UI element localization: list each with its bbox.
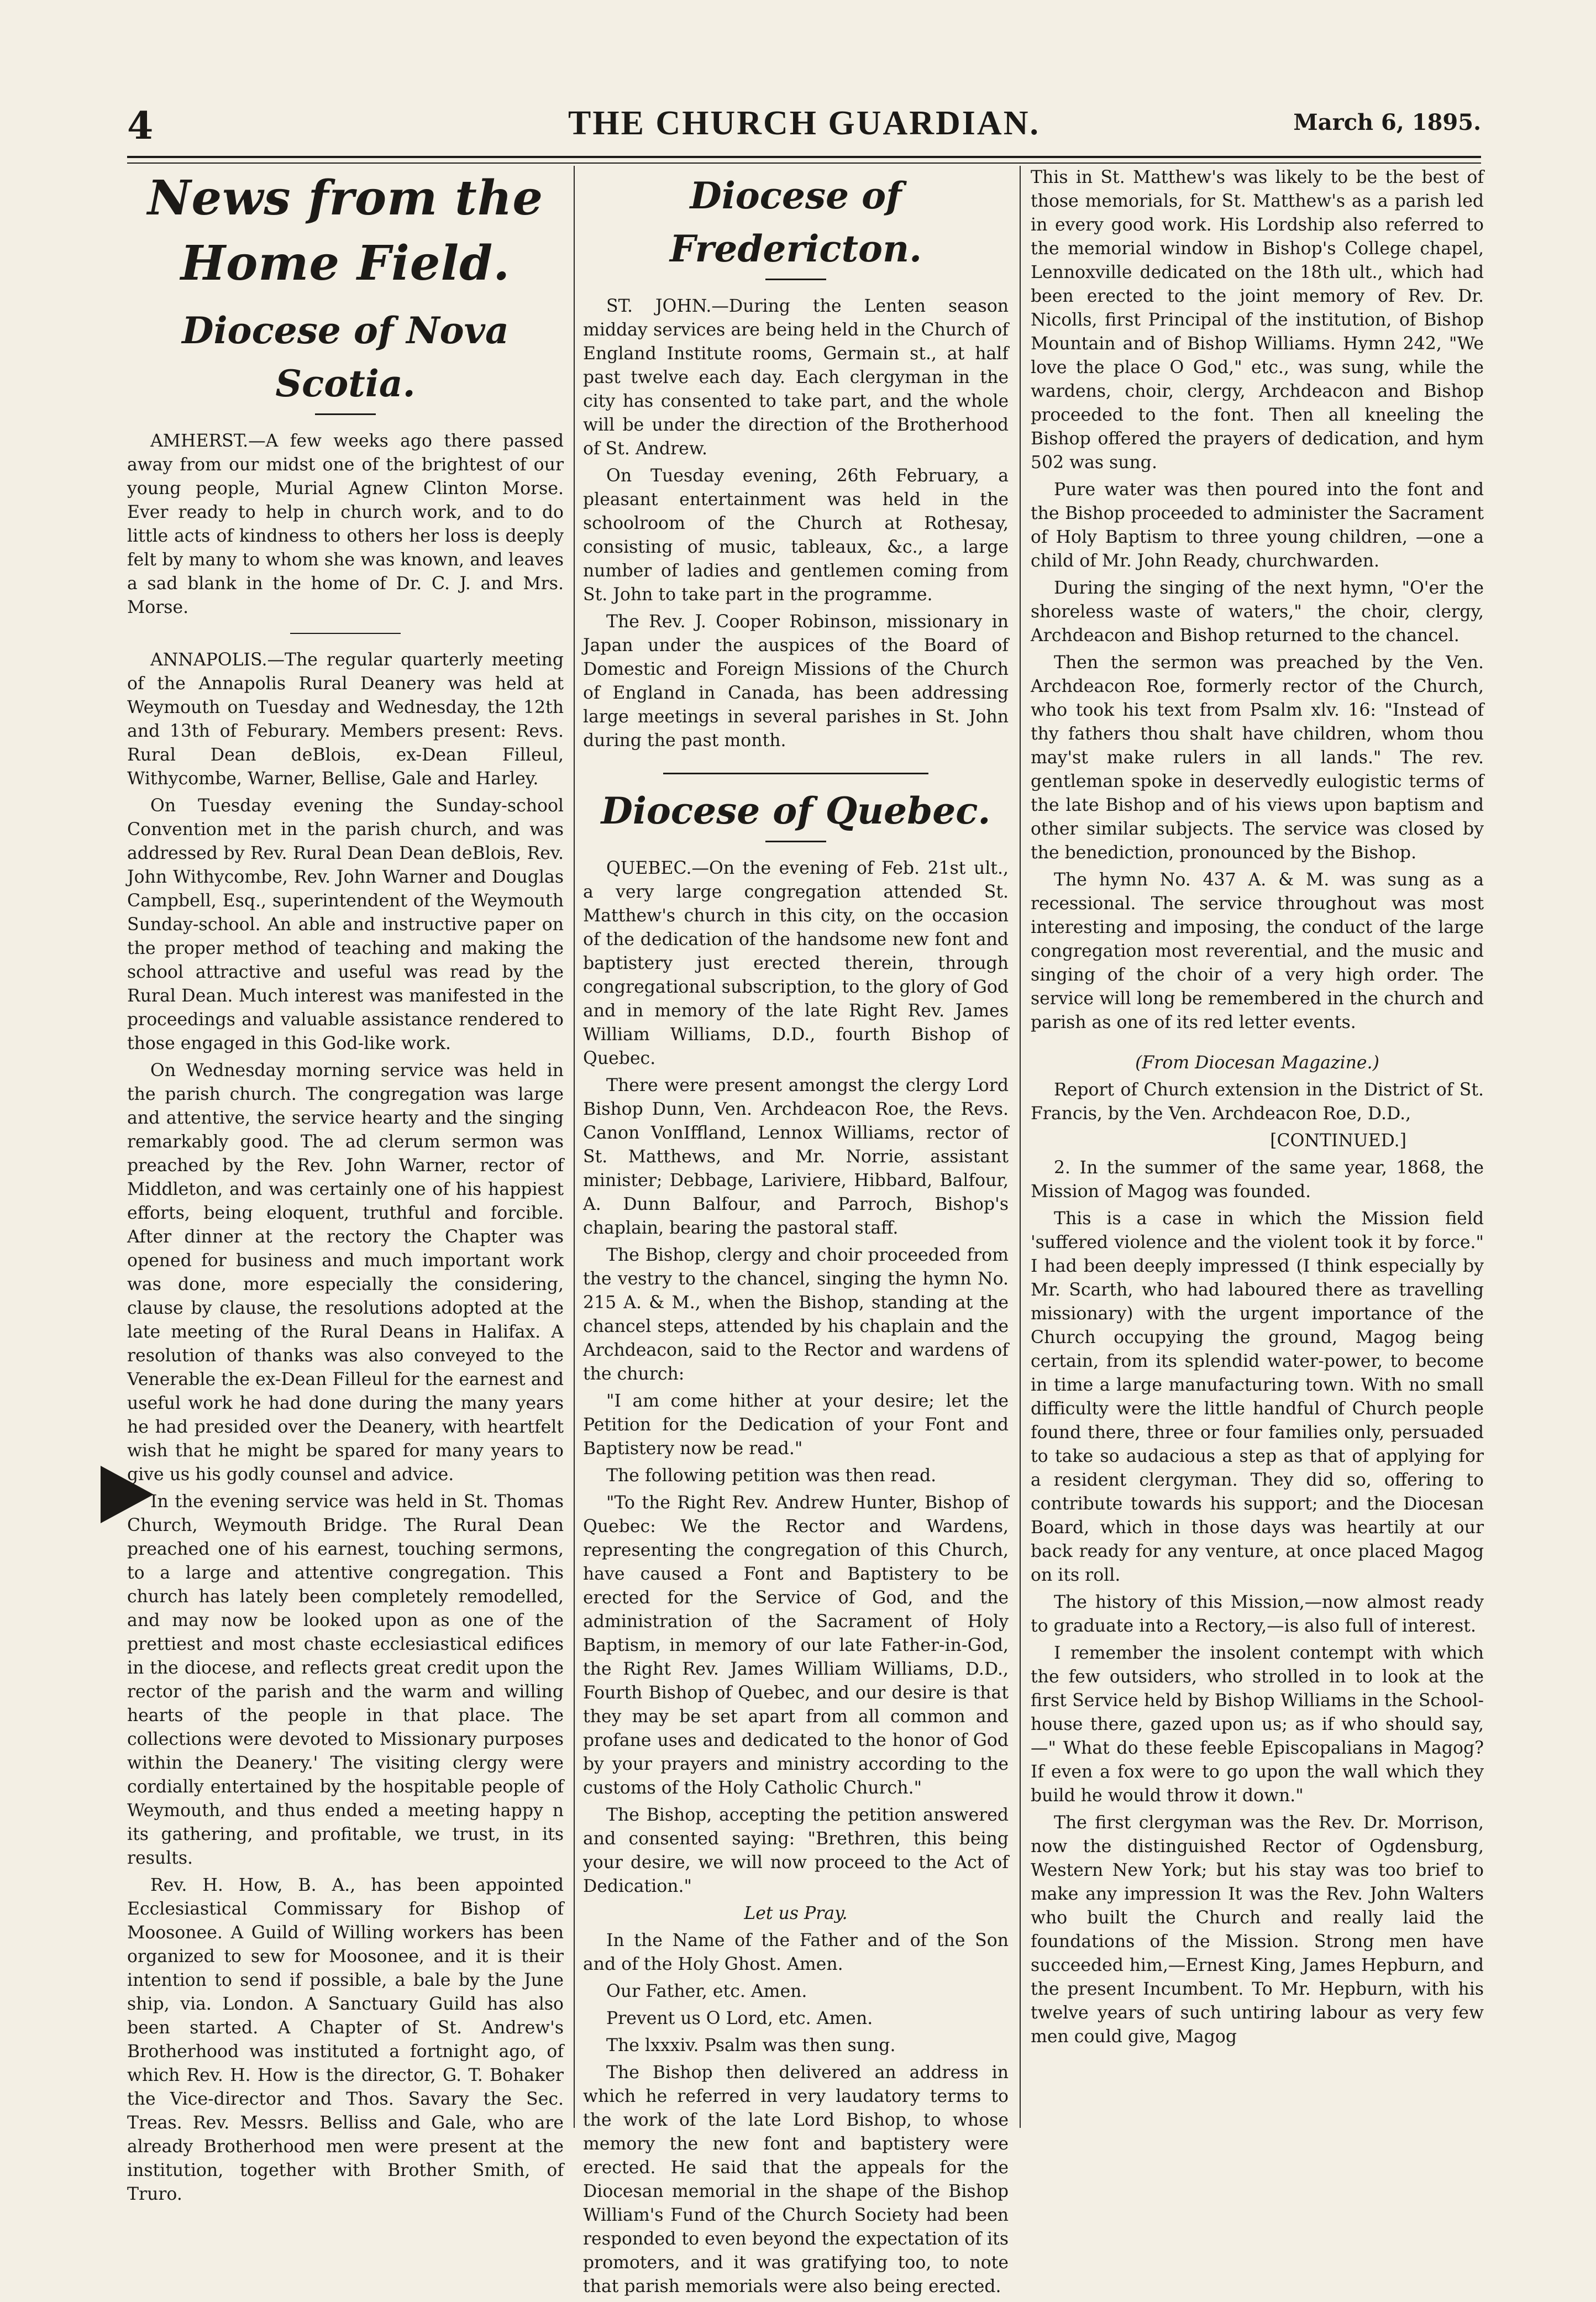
article-paragraph: 2. In the summer of the same year, 1868, the Mission of Magog was founded. xyxy=(1031,1158,1484,1202)
article-paragraph: In the Name of the Father and of the Son and of the Holy Ghost. Amen. xyxy=(583,1931,1009,1974)
column-divider xyxy=(574,166,575,2128)
column-divider xyxy=(1020,166,1021,2128)
section-heading: Diocese of Nova Scotia. xyxy=(182,309,509,405)
article-paragraph: The Bishop, clergy and choir proceeded from the vestry to the chancel, singing the hymn No. 215 A. & M., when the Bishop, standing at the chancel steps, attended by his chaplain and the Archdeacon, said to the Rector and wardens of the church: xyxy=(583,1245,1009,1384)
article-paragraph: On Wednesday morning service was held in the parish church. The congregation was large and attentive, the service hearty and the singing remarkably good. The ad clerum sermon was preached by the Rev. John Warner, rector of Middleton, and was certainly one of his happiest efforts, being eloquent, truthful and forcible. After dinner at the rectory the Chapter was opened for business and much important work was done, more especially the considering, clause by clause, the resolutions adopted at the late meeting of the Rural Deans in Halifax. A resolution of thanks was also conveyed to the Venerable the ex-Dean Filleul for the earnest and useful work he had done during the many years he had presided over the Deanery, with heartfelt wish that he might be spared for many years to give us his godly counsel and advice. xyxy=(127,1061,564,1485)
divider xyxy=(663,773,928,774)
article-paragraph: The Bishop, accepting the petition answered and consented saying: "Brethren, this being your desire, we will now proceed to the Act of Dedication." xyxy=(583,1805,1009,1896)
continued-note: [CONTINUED.] xyxy=(1270,1131,1406,1151)
column-3 xyxy=(1031,166,1484,2052)
article-paragraph: The hymn No. 437 A. & M. was sung as a recessional. The service throughout was most interesting and imposing, the conduct of the large congregation most reverential, and the music and singing of the choir of a very high order. The service will long be remembered in the church and parish as one of its red letter events. xyxy=(1031,870,1484,1032)
article-paragraph: "To the Right Rev. Andrew Hunter, Bishop of Quebec: We the Rector and Wardens, representing the congregation of this Church, have caused a Font and Baptistery to be erected for the Service of God, and the administration of the Sacrament of Holy Baptism, in memory of our late Father-in-God, the Right Rev. James William Williams, D.D., Fourth Bishop of Quebec, and our desire is that they may be set apart from all common and profane uses and dedicated to the honor of God by your prayers and ministry according to the customs of the Holy Catholic Church." xyxy=(583,1493,1009,1798)
article-paragraph: The first clergyman was the Rev. Dr. Morrison, now the distinguished Rector of Ogdensburg, Western New York; but his stay was too brief to make any impression It was the Rev. John Walters who built the Church and really laid the foundations of the Mission. Strong men have succeeded him,—Ernest King, James Hepburn, and the present Incumbent. To Mr. Hepburn, with his twelve years of such untiring labour as very few men could give, Magog xyxy=(1031,1813,1484,2047)
section-heading: Diocese of Fredericton. xyxy=(669,174,922,270)
article-paragraph: "I am come hither at your desire; let the Petition for the Dedication of your Font and Baptistery now be read." xyxy=(583,1391,1009,1459)
divider xyxy=(765,279,826,280)
article-paragraph: AMHERST.—A few weeks ago there passed away from our midst one of the brightest of our young people, Murial Agnew Clinton Morse. Ever ready to help in church work, and to do little acts of kindness to others her loss is deeply felt by many to whom she was known, and leaves a sad blank in the home of Dr. C. J. and Mrs. Morse. xyxy=(127,431,564,617)
masthead-title: THE CHURCH GUARDIAN. xyxy=(568,104,1040,142)
article-paragraph: On Tuesday evening, 26th February, a pleasant entertainment was held in the schoolroom of the Church at Rothesay, consisting of music, tableaux, &c., a large number of ladies and gentlemen coming from St. John to take part in the programme. xyxy=(583,466,1009,605)
article-paragraph: ANNAPOLIS.—The regular quarterly meeting of the Annapolis Rural Deanery was held at Weymouth on Tuesday and Wednesday, the 12th and 13th of Feburary. Members present: Revs. Rural Dean deBlois, ex-Dean Filleul, Withycombe, Warner, Bellise, Gale and Harley. xyxy=(127,650,564,789)
article-paragraph: This is a case in which the Mission field 'suffered violence and the violent took it by force." I had been deeply impressed (I think especially by Mr. Scarth, who had laboured there as travelling missionary) with the urgent importance of the Church occupying the ground, Magog being certain, from its splendid water-power, to become in time a large manufacturing town. With no small difficulty were the little handful of Church people found there, three or four families only, persuaded to take so audacious a step as that of applying for a resident clergyman. They did so, offering to contribute towards his support; and the Diocesan Board, which in those days was heartily at our back ready for any venture, at once placed Magog on its roll. xyxy=(1031,1209,1484,1585)
article-paragraph: The history of this Mission,—now almost ready to graduate into a Rectory,—is also full of interest. xyxy=(1031,1592,1484,1636)
article-paragraph: On Tuesday evening the Sunday-school Convention met in the parish church, and was addressed by Rev. Rural Dean Dean deBlois, Rev. John Withycombe, Rev. John Warner and Douglas Campbell, Esq., superintendent of the Weymouth Sunday-school. An able and instructive paper on the proper method of teaching and making the school attractive and useful was read by the Rural Dean. Much interest was manifested in the proceedings and valuable assistance rendered to those engaged in this God-like work. xyxy=(127,796,564,1053)
article-paragraph: I remember the insolent contempt with which the few outsiders, who strolled in to look at the first Service held by Bishop Williams in the School-house there, gazed upon us; as if who should say,—" What do these feeble Episcopalians in Magog? If even a fox were to go upon the wall which they build he would throw it down." xyxy=(1031,1643,1484,1806)
article-paragraph: The Bishop then delivered an address in which he referred in very laudatory terms to the work of the late Lord Bishop, to whose memory the new font and baptistery were erected. He said that the appeals for the Diocesan memorial in the shape of the Bishop William's Fund of the Church Society had been responded to even beyond the expectation of its promoters, and it was gratifying too, to note that parish memorials were also being erected. xyxy=(583,2063,1009,2296)
article-paragraph: Then the sermon was preached by the Ven. Archdeacon Roe, formerly rector of the Church, who took his text from Psalm xlv. 16: "Instead of thy fathers thou shalt have children, whom thou may'st make rulers in all lands." The rev. gentleman spoke in deservedly eulogistic terms of the late Bishop and of his views upon baptism and other similar subjects. The service was closed by the benediction, pronounced by the Bishop. xyxy=(1031,653,1484,863)
article-paragraph: Report of Church extension in the District of St. Francis, by the Ven. Archdeacon Roe, D.D., xyxy=(1031,1080,1484,1124)
page-header xyxy=(127,104,1481,154)
main-heading: News from the Home Field. xyxy=(147,170,544,291)
divider xyxy=(765,841,826,842)
prayer-heading: Let us Pray. xyxy=(744,1904,848,1923)
article-paragraph: This in St. Matthew's was likely to be the best of those memorials, for St. Matthew's as a parish led in every good work. His Lordship also referred to the memorial window in Bishop's College chapel, Lennoxville dedicated on the 18th ult., which had been erected to the joint memory of Rev. Dr. Nicolls, first Principal of the institution, of Bishop Mountain and of Bishop Williams. Hymn 242, "We love the place O God," etc., was sung, while the wardens, choir, clergy, Archdeacon and Bishop proceeded to the font. Then all kneeling the Bishop offered the prayers of dedication, and hym 502 was sung. xyxy=(1031,167,1484,473)
article-paragraph: In the evening service was held in St. Thomas Church, Weymouth Bridge. The Rural Dean preached one of his earnest, touching sermons, to a large and attentive congregation. This church has lately been completely remodelled, and may now be looked upon as one of the prettiest and most chaste ecclesiastical edifices in the diocese, and reflects great credit upon the rector of the parish and the warm and willing hearts of the people in that place. The collections were devoted to Missionary purposes within the Deanery.' The visiting clergy were cordially entertained by the hospitable people of Weymouth, and thus ended a meeting happy n its gathering, and profitable, we trust, in its results. xyxy=(127,1492,564,1868)
article-paragraph: The following petition was then read. xyxy=(606,1466,937,1486)
section-heading: Diocese of Quebec. xyxy=(601,789,991,832)
article-paragraph: ST. JOHN.—During the Lenten season midday services are being held in the Church of England Institute rooms, Germain st., at half past twelve each day. Each clergyman in the city has consented to take part, and the whole will be under the direction of the Brotherhood of St. Andrew. xyxy=(583,296,1009,459)
article-paragraph: Our Father, etc. Amen. xyxy=(606,1981,807,2001)
page-number: 4 xyxy=(127,104,154,148)
source-note: (From Diocesan Magazine.) xyxy=(1135,1053,1379,1073)
article-paragraph: The lxxxiv. Psalm was then sung. xyxy=(606,2036,896,2055)
article-paragraph: Pure water was then poured into the font and the Bishop proceeded to administer the Sacrament of Holy Baptism to three young children, —one a child of Mr. John Ready, churchwarden. xyxy=(1031,480,1484,571)
column-1 xyxy=(127,166,564,2210)
column-2 xyxy=(583,166,1009,2302)
article-paragraph: QUEBEC.—On the evening of Feb. 21st ult., a very large congregation attended St. Matthew's church in this city, on the occasion of the dedication of the handsome new font and baptistery just erected therein, through congregational subscription, to the glory of God and in memory of the late Right Rev. James William Williams, D.D., fourth Bishop of Quebec. xyxy=(583,858,1009,1068)
divider xyxy=(315,413,376,415)
divider xyxy=(290,633,401,634)
article-paragraph: Prevent us O Lord, etc. Amen. xyxy=(606,2009,873,2028)
issue-date: March 6, 1895. xyxy=(1293,109,1481,135)
article-paragraph: The Rev. J. Cooper Robinson, missionary in Japan under the auspices of the Board of Domestic and Foreign Missions of the Church of England in Canada, has been addressing large meetings in several parishes in St. John during the past month. xyxy=(583,612,1009,751)
article-paragraph: During the singing of the next hymn, "O'er the shoreless waste of waters," the choir, clergy, Archdeacon and Bishop returned to the chancel. xyxy=(1031,578,1484,646)
article-paragraph: There were present amongst the clergy Lord Bishop Dunn, Ven. Archdeacon Roe, the Revs. Canon VonIffland, Lennox Williams, rector of St. Matthews, and Mr. Norrie, assistant minister; Debbage, Lariviere, Hibbard, Balfour, A. Dunn Balfour, and Parroch, Bishop's chaplain, bearing the pastoral staff. xyxy=(583,1076,1009,1238)
header-rule xyxy=(127,156,1481,164)
article-paragraph: Rev. H. How, B. A., has been appointed Ecclesiastical Commissary for Bishop of Moosonee. A Guild of Willing workers has been organized to sew for Moosonee, and it is their intention to send if possible, a bale by the June ship, via. London. A Sanctuary Guild has also been started. A Chapter of St. Andrew's Brotherhood was instituted a fortnight ago, of which Rev. H. How is the director, G. T. Bohaker the Vice-director and Thos. Savary the Sec. Treas. Rev. Messrs. Belliss and Gale, who are already Brotherhood men were present at the institution, together with Brother Smith, of Truro. xyxy=(127,1875,564,2204)
